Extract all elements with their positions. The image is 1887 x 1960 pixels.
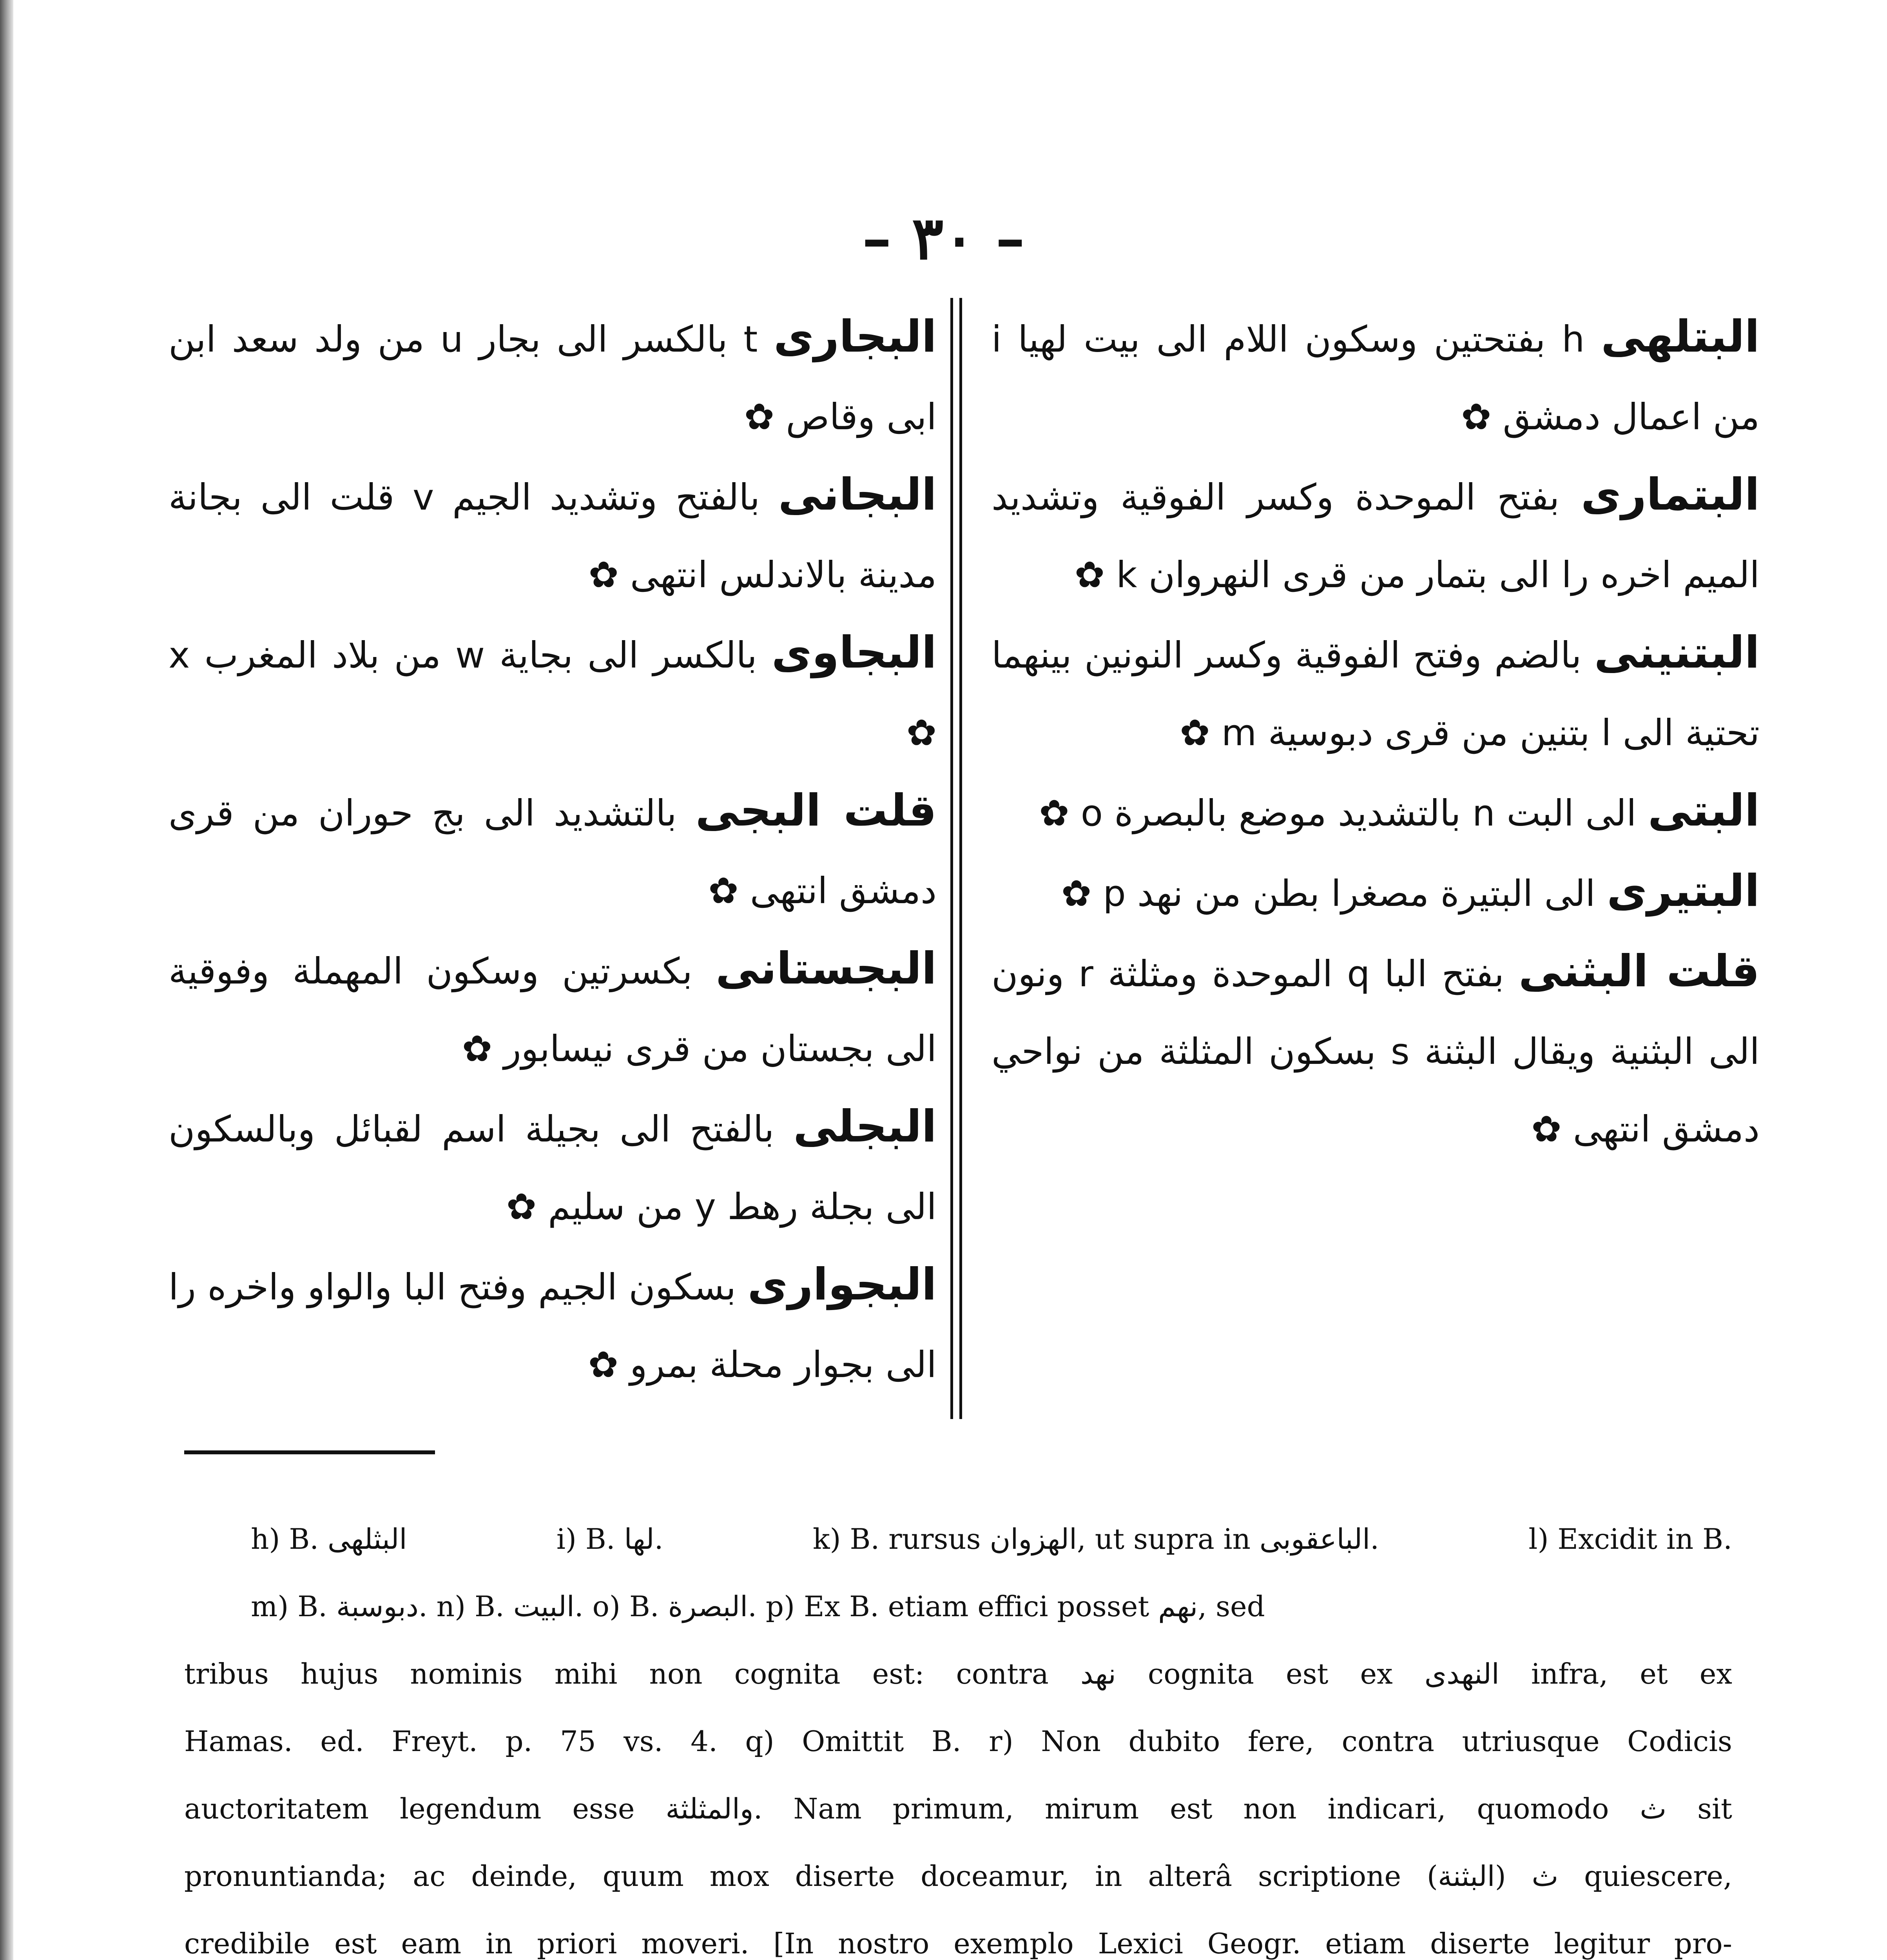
entry-text: بالتشديد الى بج حوران من قرى دمشق انتهى ✿ <box>169 792 937 912</box>
book-spine-shadow <box>0 0 13 1960</box>
entry-headword: البجاوى <box>771 627 937 678</box>
entry-headword: البجوارى <box>747 1259 937 1310</box>
footnote-line: Hamas. ed. Freyt. p. 75 vs. 4. q) Omittit B. r) Non dubito fere, contra utriusque Codicis <box>184 1725 1732 1758</box>
footnote-line: pronuntianda; ac deinde, quum mox diserte doceamur, in alterâ scriptione (البثنة) ث quiescere, <box>184 1860 1732 1893</box>
entry-text: الى البتيرة مصغرا بطن من نهد p ✿ <box>1061 873 1595 915</box>
entry <box>169 456 937 614</box>
entry-headword: البتنينى <box>1594 627 1760 678</box>
footnote-line: m) B. دبوسبة. n) B. البيت. o) B. البصرة. p) Ex B. etiam effici posset نهم, sed <box>251 1590 1265 1623</box>
column-divider <box>950 298 962 1419</box>
entry-text: بالضم وفتح الفوقية وكسر النونين بينهما تحتية الى l بتنين من قرى دبوسية m ✿ <box>992 634 1760 754</box>
entry-text: بالفتح وتشديد الجيم v قلت الى بجانة مدينة بالاندلس انتهى ✿ <box>169 476 937 596</box>
entry-text: بفتح البا q الموحدة ومثلثة r ونون الى البثنية ويقال البثنة s بسكون المثلثة من نواحي دمشق انتهى ✿ <box>992 953 1760 1150</box>
footnote-line: credibile est eam in priori moveri. [In nostro exemplo Lexici Geogr. etiam diserte legitur pro- <box>184 1927 1732 1960</box>
footnote: i) B. لها. <box>556 1523 663 1555</box>
entry <box>169 930 937 1088</box>
entry-headword: قلت البجى <box>695 785 937 836</box>
entry-headword: البجلى <box>793 1101 937 1152</box>
right-column <box>992 298 1760 1419</box>
entry-text: بكسرتين وسكون المهملة وفوقية الى بجستان من قرى نيسابور ✿ <box>169 950 937 1070</box>
footnote-line: tribus hujus nominis mihi non cognita est: contra نهد cognita est ex النهدى infra, et ex <box>184 1657 1732 1690</box>
entry-headword: البتيرى <box>1607 866 1760 916</box>
entry <box>169 1088 937 1246</box>
footnote: h) B. البثلهى <box>251 1523 407 1555</box>
entry <box>992 933 1760 1168</box>
entry <box>169 298 937 456</box>
entry <box>992 298 1760 456</box>
entry <box>992 772 1760 852</box>
footnotes <box>184 1505 1732 1960</box>
entry-text: بالكسر الى بجاية w من بلاد المغرب x ✿ <box>169 634 937 754</box>
entry <box>169 1246 937 1404</box>
page-number: – ٣٠ – <box>862 204 1025 273</box>
footnote-rule <box>184 1450 435 1454</box>
entry-text: بسكون الجيم وفتح البا والواو واخره را الى بجوار محلة بمرو ✿ <box>169 1266 937 1386</box>
entry <box>992 852 1760 933</box>
entry-text: بالفتح الى بجيلة اسم لقبائل وبالسكون الى بجلة رهط y من سليم ✿ <box>169 1108 937 1228</box>
entry-text: h بفتحتين وسكون اللام الى بيت لهيا i من اعمال دمشق ✿ <box>992 318 1760 438</box>
text-columns <box>169 298 1760 1419</box>
footnote-line: auctoritatem legendum esse والمثلثة. Nam primum, mirum est non indicari, quomodo ث sit <box>184 1792 1732 1825</box>
entry-headword: البتمارى <box>1581 469 1760 520</box>
entry-text: الى البت n بالتشديد موضع بالبصرة o ✿ <box>1039 792 1637 834</box>
entry-headword: قلت البثنى <box>1518 946 1760 997</box>
entry-headword: البتلهى <box>1601 311 1760 362</box>
entry <box>992 456 1760 614</box>
left-column <box>169 298 937 1419</box>
entry <box>169 772 937 930</box>
entry-text: t بالكسر الى بجار u من ولد سعد ابن ابى وقاص ✿ <box>169 318 937 438</box>
entry-headword: البجانى <box>778 469 937 520</box>
footnote-line <box>184 1505 1732 1573</box>
entry-text: بفتح الموحدة وكسر الفوقية وتشديد الميم اخره را الى بتمار من قرى النهروان k ✿ <box>992 476 1760 596</box>
entry-headword: البتى <box>1648 785 1760 836</box>
entry-headword: البجستانى <box>716 943 937 994</box>
entry <box>992 614 1760 772</box>
footnote: k) B. rursus الهزوان, ut supra in الباعقوبى. <box>812 1523 1379 1555</box>
entry <box>169 614 937 772</box>
entry-headword: البجارى <box>773 311 937 362</box>
footnote: l) Excidit in B. <box>1528 1523 1732 1555</box>
